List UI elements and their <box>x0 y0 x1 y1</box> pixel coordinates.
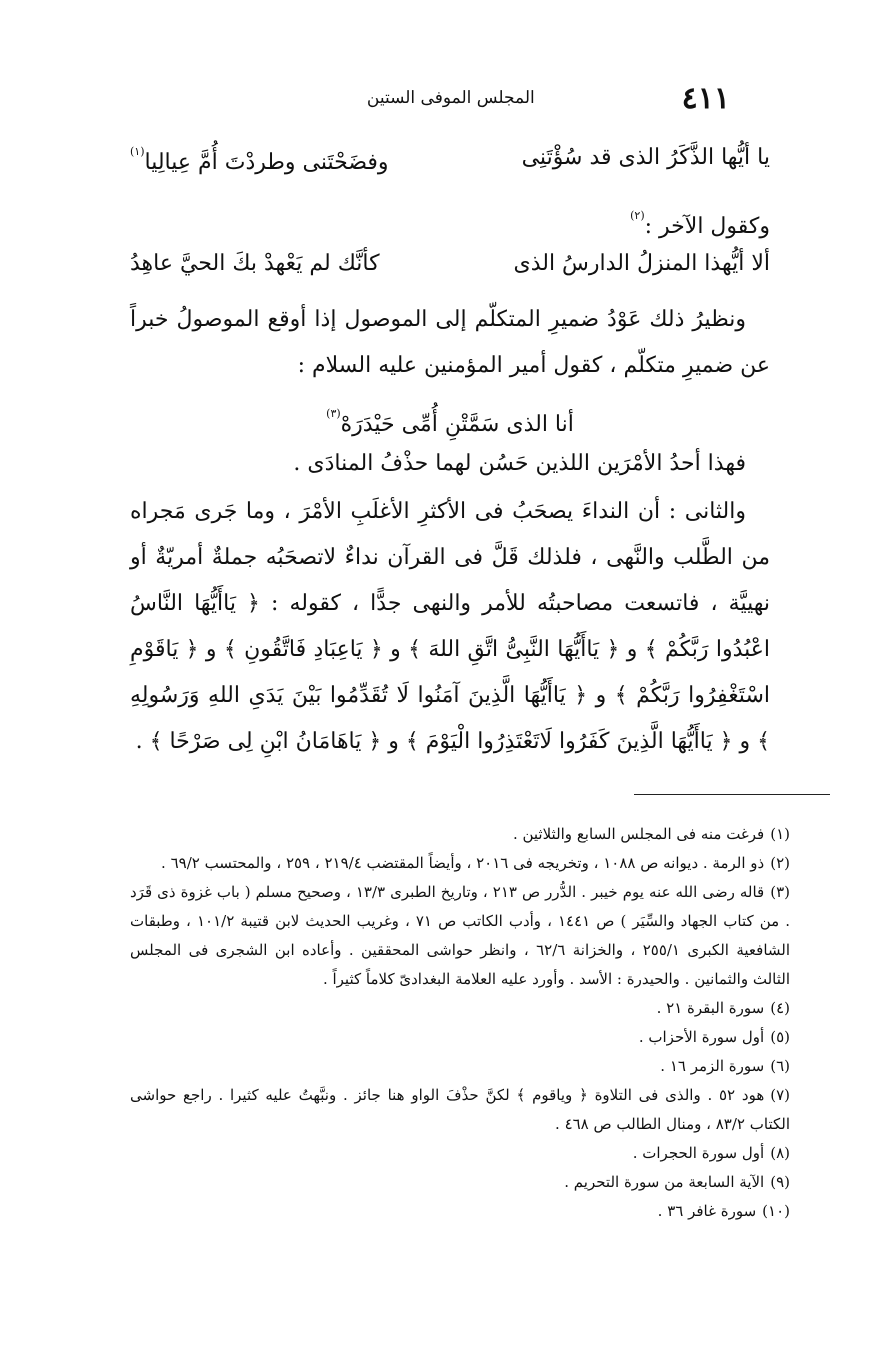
footnotes <box>130 820 790 1226</box>
footnote-item <box>130 1081 790 1139</box>
verse-1-first-hemistich <box>522 145 770 170</box>
footnote-item <box>130 1052 790 1081</box>
footnote-text: قاله رضى الله عنه يوم خيبر . الدُّرر ص ٢١٣ ، وتاريخ الطبرى ١٣/٣ ، وصحيح مسلم ( باب غزوة ذى قَرَد . من كتاب الجهاد والسِّيَر ) ص ١٤٤١ ، وأدب الكاتب ص ٧١ ، وغريب الحديث لابن قتيبة ١٠١/٢ ، وطبقات الشافعية الكبرى ٢٥٥/١ ، والخزانة ٦٢/٦ ، وانظر حواشى المحققين . وأعاده ابن الشجرى فى المجلس الثالث والثمانين . والحيدرة : الأسد . وأورد عليه العلامة البغدادىّ كلاماً كثيراً . <box>130 883 791 988</box>
verse-1-second-hemistich <box>130 145 389 175</box>
footnote-number: (١) <box>770 825 790 843</box>
summary-line: فهذا أحدُ الأمْرَين اللذين حَسُن لهما حذْفُ المنادَى . <box>293 451 746 476</box>
footnote-text: سورة غافر ٣٦ . <box>657 1202 757 1220</box>
footnote-item <box>130 1023 790 1052</box>
intro-line-2 <box>130 191 770 241</box>
footnote-text: سورة الزمر ١٦ . <box>660 1057 765 1075</box>
footnote-number: (٢) <box>770 854 790 872</box>
footnote-item <box>130 1197 790 1226</box>
verse-2-first-hemistich: ألا أيُّهذا المنزلُ الدارسُ الذى <box>513 251 770 276</box>
footnote-ref-2: (٢) <box>630 209 645 222</box>
verse-1-second-text: وفضَحْتَنى وطردْتَ أُمَّ عِيالِيا <box>144 150 389 175</box>
main-text <box>130 135 770 765</box>
footnote-item <box>130 878 790 994</box>
verse-2 <box>130 241 770 297</box>
footnote-divider <box>634 794 830 795</box>
footnote-number: (٣) <box>770 883 790 901</box>
footnote-text: هود ٥٢ . والذى فى التلاوة ﴿ وياقوم ﴾ لكنَّ حذْفَ الواو هنا جائز . ونبَّهتُ عليه كثيرا . راجع حواشى الكتاب ٨٣/٢ ، ومنال الطالب ص ٤٦٨ . <box>130 1086 790 1133</box>
footnote-ref-3: (٣) <box>326 407 341 420</box>
footnote-text: أول سورة الأحزاب . <box>638 1028 765 1046</box>
footnote-number: (٤) <box>770 999 790 1017</box>
page-header <box>150 78 730 118</box>
footnote-text: أول سورة الحجرات . <box>632 1144 765 1162</box>
footnote-text: ذو الرمة . ديوانه ص ١٠٨٨ ، وتخريجه فى ٢٠١٦ ، وأيضاً المقتضب ٢١٩/٤ ، ٢٥٩ ، والمحتسب ٦٩/٢ . <box>161 854 765 872</box>
intro-2-text: وكقول الآخر : <box>644 214 770 239</box>
footnote-number: (٧) <box>770 1086 791 1104</box>
running-title: المجلس الموفى الستين <box>366 88 535 108</box>
footnote-number: (٩) <box>770 1173 790 1191</box>
footnote-item <box>130 994 790 1023</box>
page-number: ٤١١ <box>681 80 730 116</box>
verse-3 <box>130 389 770 439</box>
verse-1 <box>130 135 770 191</box>
verse-1-first-text: يا أيُّها الذَّكَرُ الذى قد سُؤْتَنِى <box>521 145 770 170</box>
footnote-text: الآية السابعة من سورة التحريم . <box>564 1173 765 1191</box>
footnote-item <box>130 849 790 878</box>
paragraph-1: ونظيرُ ذلك عَوْدُ ضميرِ المتكلّم إلى الموصول إذا أوقع الموصولُ خبراً عن ضميرِ متكلّم ، كقول أمير المؤمنين عليه السلام : <box>130 307 770 378</box>
verse-2-second-hemistich: كأنَّك لم يَعْهدْ بكَ الحيَّ عاهِدُ <box>130 251 380 276</box>
footnote-number: (٥) <box>770 1028 790 1046</box>
footnote-item <box>130 1139 790 1168</box>
footnote-text: فرغت منه فى المجلس السابع والثلاثين . <box>512 825 765 843</box>
footnote-number: (١٠) <box>762 1202 790 1220</box>
paragraph-2: والثانى : أن النداءَ يصحَبُ فى الأكثرِ الأغلَبِ الأمْرَ ، وما جَرى مَجراه من الطَّلب والنَّهى ، فلذلك قَلَّ فى القرآن نداءٌ لاتصحَبُه جملةٌ أمريّةٌ أو نهييَّة ، فاتسعت مصاحبتُه للأمر والنهى جدًّا ، كقوله : ﴿ يَاأَيُّهَا النَّاسُ اعْبُدُوا رَبَّكُمْ ﴾ و ﴿ يَاأَيُّهَا النَّبِىُّ اتَّقِ اللهَ ﴾ و ﴿ يَاعِبَادِ فَاتَّقُونِ ﴾ و ﴿ يَاقَوْمِ اسْتَغْفِرُوا رَبَّكُمْ ﴾ و ﴿ يَاأَيُّهَا الَّذِينَ آمَنُوا لَا تُقَدِّمُوا بَيْنَ يَدَىِ اللهِ وَرَسُولِهِ ﴾ و ﴿ يَاأَيُّهَا الَّذِينَ كَفَرُوا لَاتَعْتَذِرُوا الْيَوْمَ ﴾ و ﴿ يَاهَامَانُ ابْنِ لِى صَرْحًا ﴾ . <box>130 499 770 754</box>
footnote-text: سورة البقرة ٢١ . <box>656 999 765 1017</box>
footnote-ref-1: (١) <box>130 145 145 158</box>
footnote-number: (٨) <box>770 1144 790 1162</box>
verse-3-text: أنا الذى سَمَّتْنِ أُمِّى حَيْدَرَهْ <box>340 412 574 437</box>
footnote-item <box>130 1168 790 1197</box>
footnote-item <box>130 820 790 849</box>
footnote-number: (٦) <box>770 1057 790 1075</box>
